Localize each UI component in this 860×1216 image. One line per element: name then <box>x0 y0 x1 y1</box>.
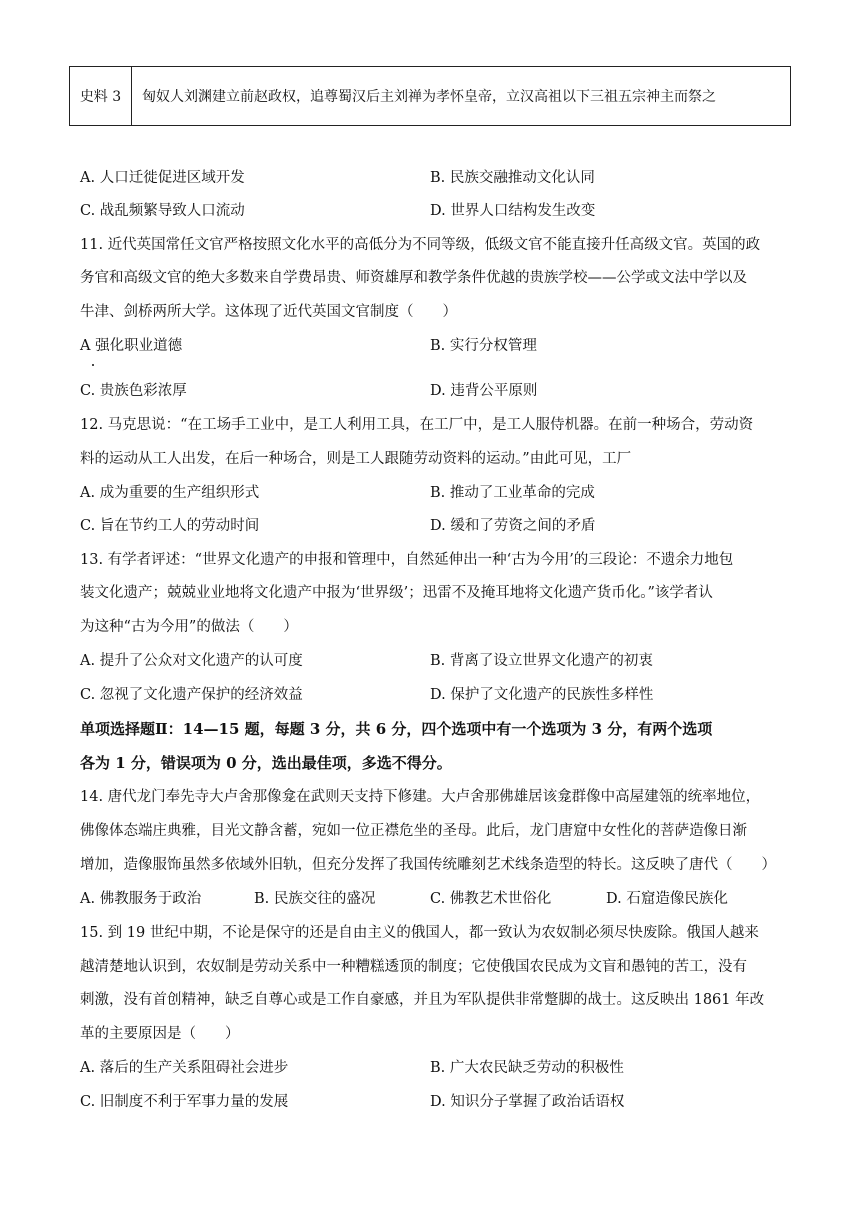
q14-option-c: C. 佛教艺术世俗化 <box>430 891 552 907</box>
q10-option-a: A. 人口迁徙促进区域开发 <box>80 170 245 186</box>
q12-stem-line: 料的运动从工人出发，在后一种场合，则是工人跟随劳动资料的运动。”由此可见，工厂 <box>80 451 632 467</box>
q11-option-d: D. 违背公平原则 <box>430 383 538 399</box>
q15-option-c: C. 旧制度不利于军事力量的发展 <box>80 1094 289 1110</box>
q12-stem-line: 12. 马克思说：“在工场手工业中，是工人利用工具，在工厂中，是工人服侍机器。在前一种场合，劳动资 <box>80 417 754 433</box>
q14-option-b: B. 民族交往的盛况 <box>254 891 376 907</box>
q11-stem-line: 牛津、剑桥两所大学。这体现了近代英国文官制度（ ） <box>80 304 457 320</box>
stray-dot <box>92 364 94 366</box>
q10-option-c: C. 战乱频繁导致人口流动 <box>80 203 245 219</box>
section-heading: 各为 1 分，错误项为 0 分，选出最佳项，多选不得分。 <box>80 754 452 772</box>
q14-stem-line: 14. 唐代龙门奉先寺大卢舍那像龛在武则天支持下修建。大卢舍那佛雄居该龛群像中高屋建瓴的统率地位， <box>80 789 761 805</box>
q11-stem-line: 11. 近代英国常任文官严格按照文化水平的高低分为不同等级，低级文官不能直接升任高级文官。英国的政 <box>80 237 761 253</box>
q12-option-c: C. 旨在节约工人的劳动时间 <box>80 518 260 534</box>
q11-option-b: B. 实行分权管理 <box>430 338 537 354</box>
q11-option-c: C. 贵族色彩浓厚 <box>80 383 187 399</box>
q12-option-a: A. 成为重要的生产组织形式 <box>80 485 260 501</box>
q15-option-b: B. 广大农民缺乏劳动的积极性 <box>430 1060 624 1076</box>
source-label: 史料 3 <box>70 67 132 125</box>
q13-option-a: A. 提升了公众对文化遗产的认可度 <box>80 653 303 669</box>
q10-option-d: D. 世界人口结构发生改变 <box>430 203 596 219</box>
q14-stem-line: 佛像体态端庄典雅，目光文静含蓄，宛如一位正襟危坐的圣母。此后，龙门唐窟中女性化的菩萨造像日渐 <box>80 823 747 839</box>
section-heading: 单项选择题Ⅱ：14—15 题，每题 3 分，共 6 分，四个选项中有一个选项为 3 分，有两个选项 <box>80 720 713 738</box>
q15-stem-line: 15. 到 19 世纪中期，不论是保守的还是自由主义的俄国人，都一致认为农奴制必须尽快废除。俄国人越来 <box>80 925 759 941</box>
q14-stem-line: 增加，造像服饰虽然多依域外旧轨，但充分发挥了我国传统雕刻艺术线条造型的特长。这反映了唐代（ ） <box>80 857 776 873</box>
q14-option-d: D. 石窟造像民族化 <box>606 891 728 907</box>
q12-option-b: B. 推动了工业革命的完成 <box>430 485 595 501</box>
source-text: 匈奴人刘渊建立前赵政权，追尊蜀汉后主刘禅为孝怀皇帝，立汉高祖以下三祖五宗神主而祭之 <box>142 89 716 105</box>
q14-option-a: A. 佛教服务于政治 <box>80 891 202 907</box>
q15-stem-line: 越清楚地认识到，农奴制是劳动关系中一种糟糕透顶的制度；它使俄国农民成为文盲和愚钝的苦工，没有 <box>80 959 747 975</box>
q15-option-d: D. 知识分子掌握了政治话语权 <box>430 1094 625 1110</box>
q13-stem-line: 为这种“古为今用”的做法（ ） <box>80 619 298 635</box>
q13-stem-line: 13. 有学者评述：“世界文化遗产的申报和管理中，自然延伸出一种‘古为今用’的三段论：不遗余力地包 <box>80 552 734 568</box>
q10-option-b: B. 民族交融推动文化认同 <box>430 170 595 186</box>
q12-option-d: D. 缓和了劳资之间的矛盾 <box>430 518 596 534</box>
q15-stem-line: 刺激，没有首创精神，缺乏自尊心或是工作自豪感，并且为军队提供非常蹩脚的战士。这反映出 1861 年改 <box>80 992 765 1008</box>
q11-stem-line: 务官和高级文官的绝大多数来自学费昂贵、师资雄厚和教学条件优越的贵族学校——公学或文法中学以及 <box>80 270 747 286</box>
q11-option-a: A 强化职业道德 <box>80 338 183 354</box>
q15-option-a: A. 落后的生产关系阻碍社会进步 <box>80 1060 289 1076</box>
q13-option-b: B. 背离了设立世界文化遗产的初衷 <box>430 653 653 669</box>
q13-option-c: C. 忽视了文化遗产保护的经济效益 <box>80 687 303 703</box>
source-table <box>69 66 791 126</box>
q13-option-d: D. 保护了文化遗产的民族性多样性 <box>430 687 654 703</box>
q13-stem-line: 装文化遗产；兢兢业业地将文化遗产中报为‘世界级’；迅雷不及掩耳地将文化遗产货币化。”该学者认 <box>80 585 713 601</box>
q15-stem-line: 革的主要原因是（ ） <box>80 1026 240 1042</box>
